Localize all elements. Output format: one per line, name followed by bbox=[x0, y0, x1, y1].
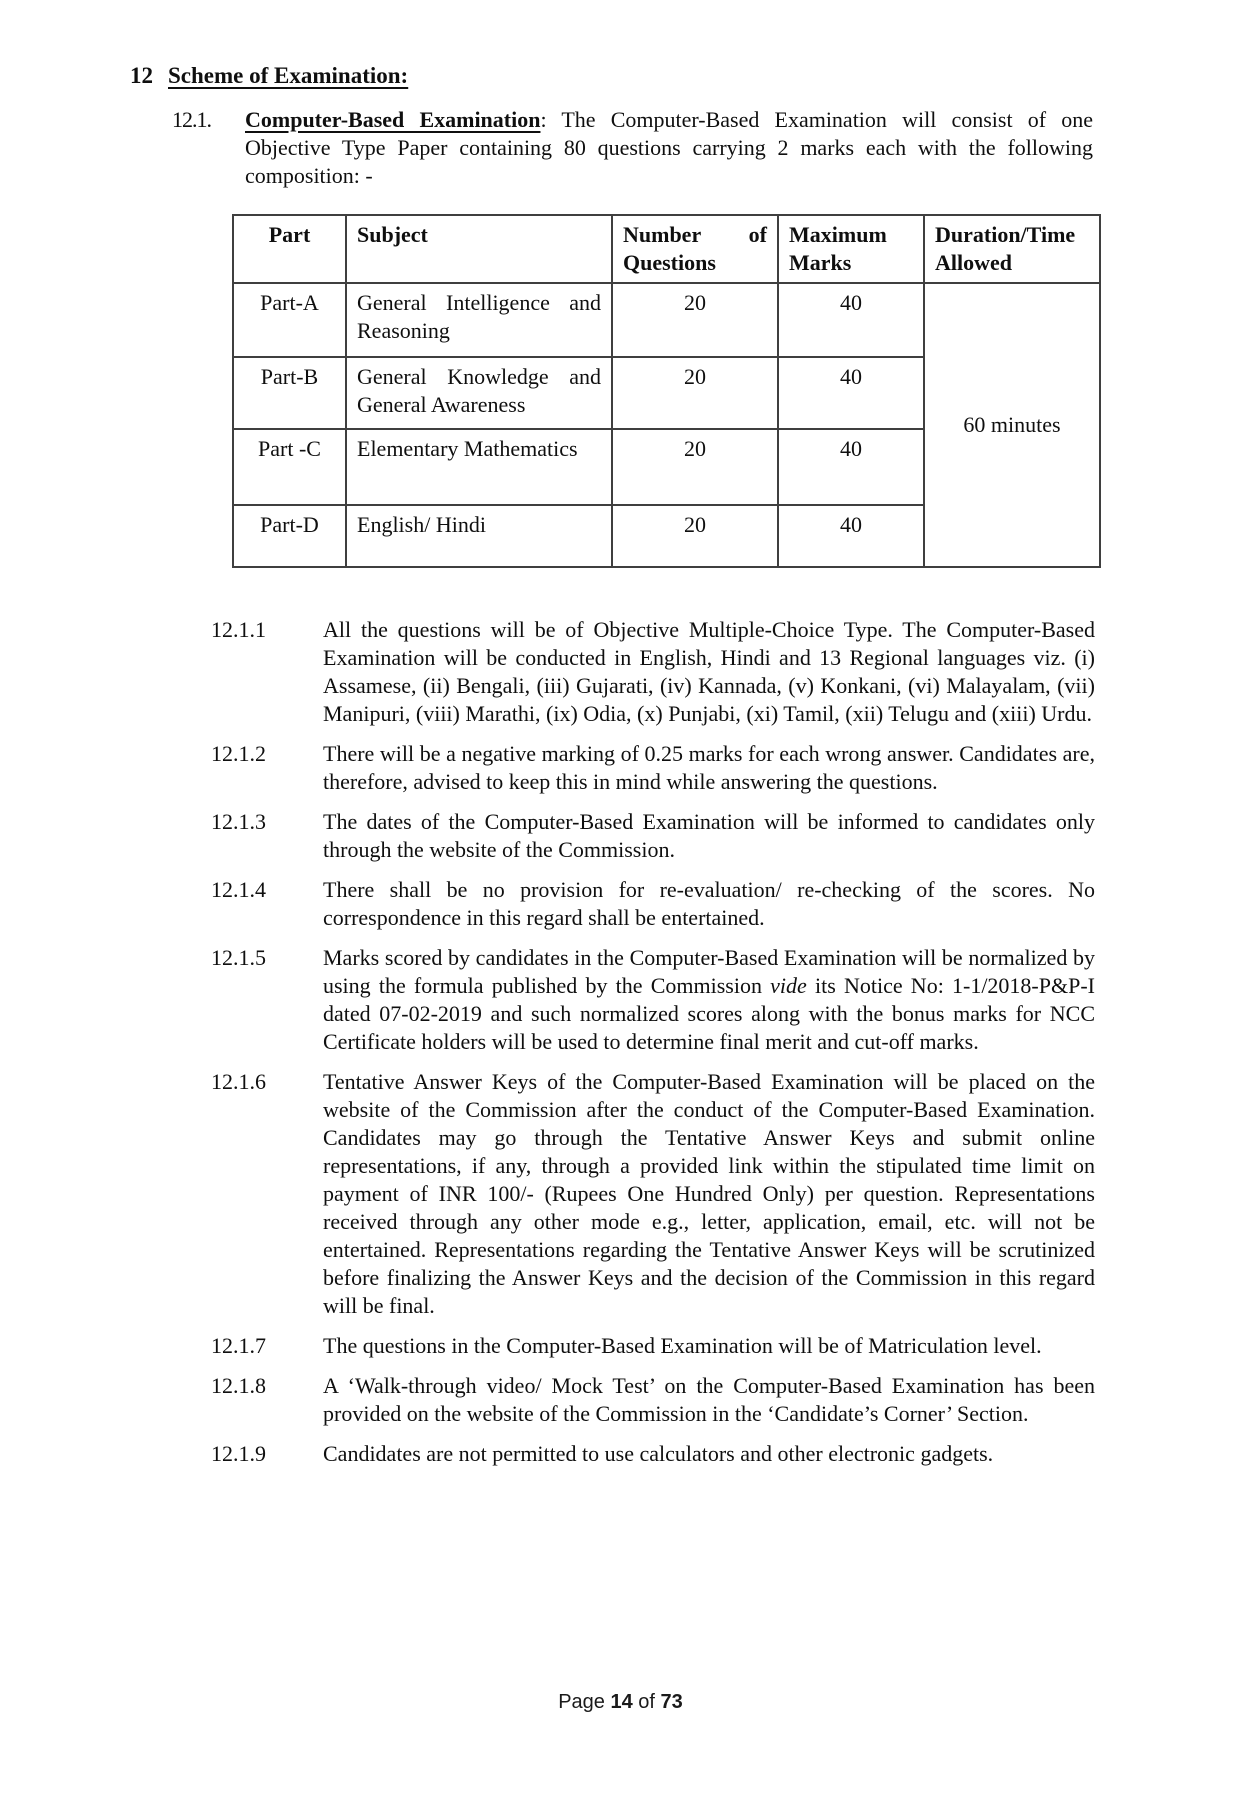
footer-page-word: Page bbox=[558, 1691, 605, 1713]
clause-number: 12.1.2 bbox=[211, 741, 266, 766]
cell-subject: General Knowledge and General Awareness bbox=[346, 357, 612, 429]
cell-part: Part-A bbox=[233, 283, 346, 357]
clause-12-1-6 bbox=[211, 1068, 1095, 1320]
cell-part: Part -C bbox=[233, 429, 346, 505]
clause-12-1-7 bbox=[211, 1332, 1095, 1360]
clause-lead: Computer-Based Examination bbox=[245, 107, 541, 132]
clause-12-1-8 bbox=[211, 1372, 1095, 1428]
clause-number: 12.1.6 bbox=[211, 1069, 266, 1094]
clause-text: Tentative Answer Keys of the Computer-Based Examination will be placed on the website of the Commission after the conduct of the Computer-Based Examination. Candidates may go through the Tentative Answer Keys and submit online representations, if any, through a provided link within the stipulated time limit on payment of INR 100/- (Rupees One Hundred Only) per question. Representations received through any other mode e.g., letter, application, email, etc. will not be entertained. Representations regarding the Tentative Answer Keys will be scrutinized before finalizing the Answer Keys and the decision of the Commission in this regard will be final. bbox=[323, 1069, 1095, 1318]
section-title: Scheme of Examination: bbox=[168, 63, 409, 88]
clause-number: 12.1.4 bbox=[211, 877, 266, 902]
clause-number: 12.1.3 bbox=[211, 809, 266, 834]
clause-text: A ‘Walk-through video/ Mock Test’ on the Computer-Based Examination has been provided on the website of the Commission in the ‘Candidate’s Corner’ Section. bbox=[323, 1373, 1095, 1426]
cell-questions: 20 bbox=[612, 429, 778, 505]
clause-12-1-1 bbox=[211, 616, 1095, 728]
cell-questions: 20 bbox=[612, 357, 778, 429]
cell-marks: 40 bbox=[778, 283, 924, 357]
clause-text bbox=[323, 944, 1095, 1056]
clause-number: 12.1. bbox=[172, 107, 211, 132]
clause-12-1-2 bbox=[211, 740, 1095, 796]
clause-text: The questions in the Computer-Based Examination will be of Matriculation level. bbox=[323, 1333, 1042, 1358]
table-header-row bbox=[233, 215, 1100, 283]
clause-text: All the questions will be of Objective Multiple-Choice Type. The Computer-Based Examination will be conducted in English, Hindi and 13 Regional languages viz. (i) Assamese, (ii) Bengali, (iii) Gujarati, (iv) Kannada, (v) Konkani, (vi) Malayalam, (vii) Manipuri, (viii) Marathi, (ix) Odia, (x) Punjabi, (xi) Tamil, (xii) Telugu and (xiii) Urdu. bbox=[323, 617, 1095, 726]
exam-scheme-table bbox=[232, 214, 1101, 568]
cell-subject: Elementary Mathematics bbox=[346, 429, 612, 505]
clause-body-text: : The Computer-Based Examination will consist of one Objective Type Paper containing 80 questions carrying 2 marks each with the following composition: - bbox=[245, 107, 1093, 188]
clause-text: The dates of the Computer-Based Examination will be informed to candidates only through the website of the Commission. bbox=[323, 809, 1095, 862]
footer-of-word: of bbox=[638, 1691, 655, 1713]
section-number: 12 bbox=[130, 63, 153, 88]
cell-marks: 40 bbox=[778, 429, 924, 505]
header-number-of-questions: Number of Questions bbox=[612, 215, 778, 283]
clause-text-before: Marks scored by candidates in the Computer-Based Examination will be normalized by using the formula published by the Commission bbox=[323, 945, 1095, 998]
page-footer bbox=[0, 1688, 1241, 1716]
clause-number: 12.1.5 bbox=[211, 945, 266, 970]
clause-number: 12.1.9 bbox=[211, 1441, 266, 1466]
clause-12-1-3 bbox=[211, 808, 1095, 864]
cell-part: Part-B bbox=[233, 357, 346, 429]
cell-subject: English/ Hindi bbox=[346, 505, 612, 567]
cell-questions: 20 bbox=[612, 505, 778, 567]
table-row bbox=[233, 283, 1100, 357]
cell-subject: General Intelligence and Reasoning bbox=[346, 283, 612, 357]
clause-text: There will be a negative marking of 0.25 marks for each wrong answer. Candidates are, therefore, advised to keep this in mind while answering the questions. bbox=[323, 741, 1095, 794]
header-maximum-marks: Maximum Marks bbox=[778, 215, 924, 283]
footer-page-number: 14 bbox=[610, 1691, 633, 1713]
footer-total-pages: 73 bbox=[660, 1691, 683, 1713]
clause-text-after: its Notice No: 1-1/2018-P&P-I dated 07-02-2019 and such normalized scores along with the bonus marks for NCC Certificate holders will be used to determine final merit and cut-off marks. bbox=[323, 973, 1095, 1054]
clause-number: 12.1.7 bbox=[211, 1333, 266, 1358]
clause-number: 12.1.1 bbox=[211, 617, 266, 642]
clause-number: 12.1.8 bbox=[211, 1373, 266, 1398]
header-subject: Subject bbox=[346, 215, 612, 283]
cell-marks: 40 bbox=[778, 357, 924, 429]
cell-duration: 60 minutes bbox=[924, 283, 1100, 567]
clause-12-1-5 bbox=[211, 944, 1095, 1056]
clause-12-1 bbox=[172, 106, 1093, 190]
clause-12-1-4 bbox=[211, 876, 1095, 932]
header-part: Part bbox=[233, 215, 346, 283]
clause-italic-word: vide bbox=[770, 973, 807, 998]
cell-marks: 40 bbox=[778, 505, 924, 567]
clause-text bbox=[245, 106, 1093, 190]
cell-questions: 20 bbox=[612, 283, 778, 357]
clause-text: There shall be no provision for re-evaluation/ re-checking of the scores. No correspondence in this regard shall be entertained. bbox=[323, 877, 1095, 930]
header-duration: Duration/Time Allowed bbox=[924, 215, 1100, 283]
clause-list bbox=[211, 616, 1095, 1468]
clause-12-1-9 bbox=[211, 1440, 1095, 1468]
section-heading bbox=[130, 62, 1095, 90]
cell-part: Part-D bbox=[233, 505, 346, 567]
clause-text: Candidates are not permitted to use calculators and other electronic gadgets. bbox=[323, 1441, 994, 1466]
